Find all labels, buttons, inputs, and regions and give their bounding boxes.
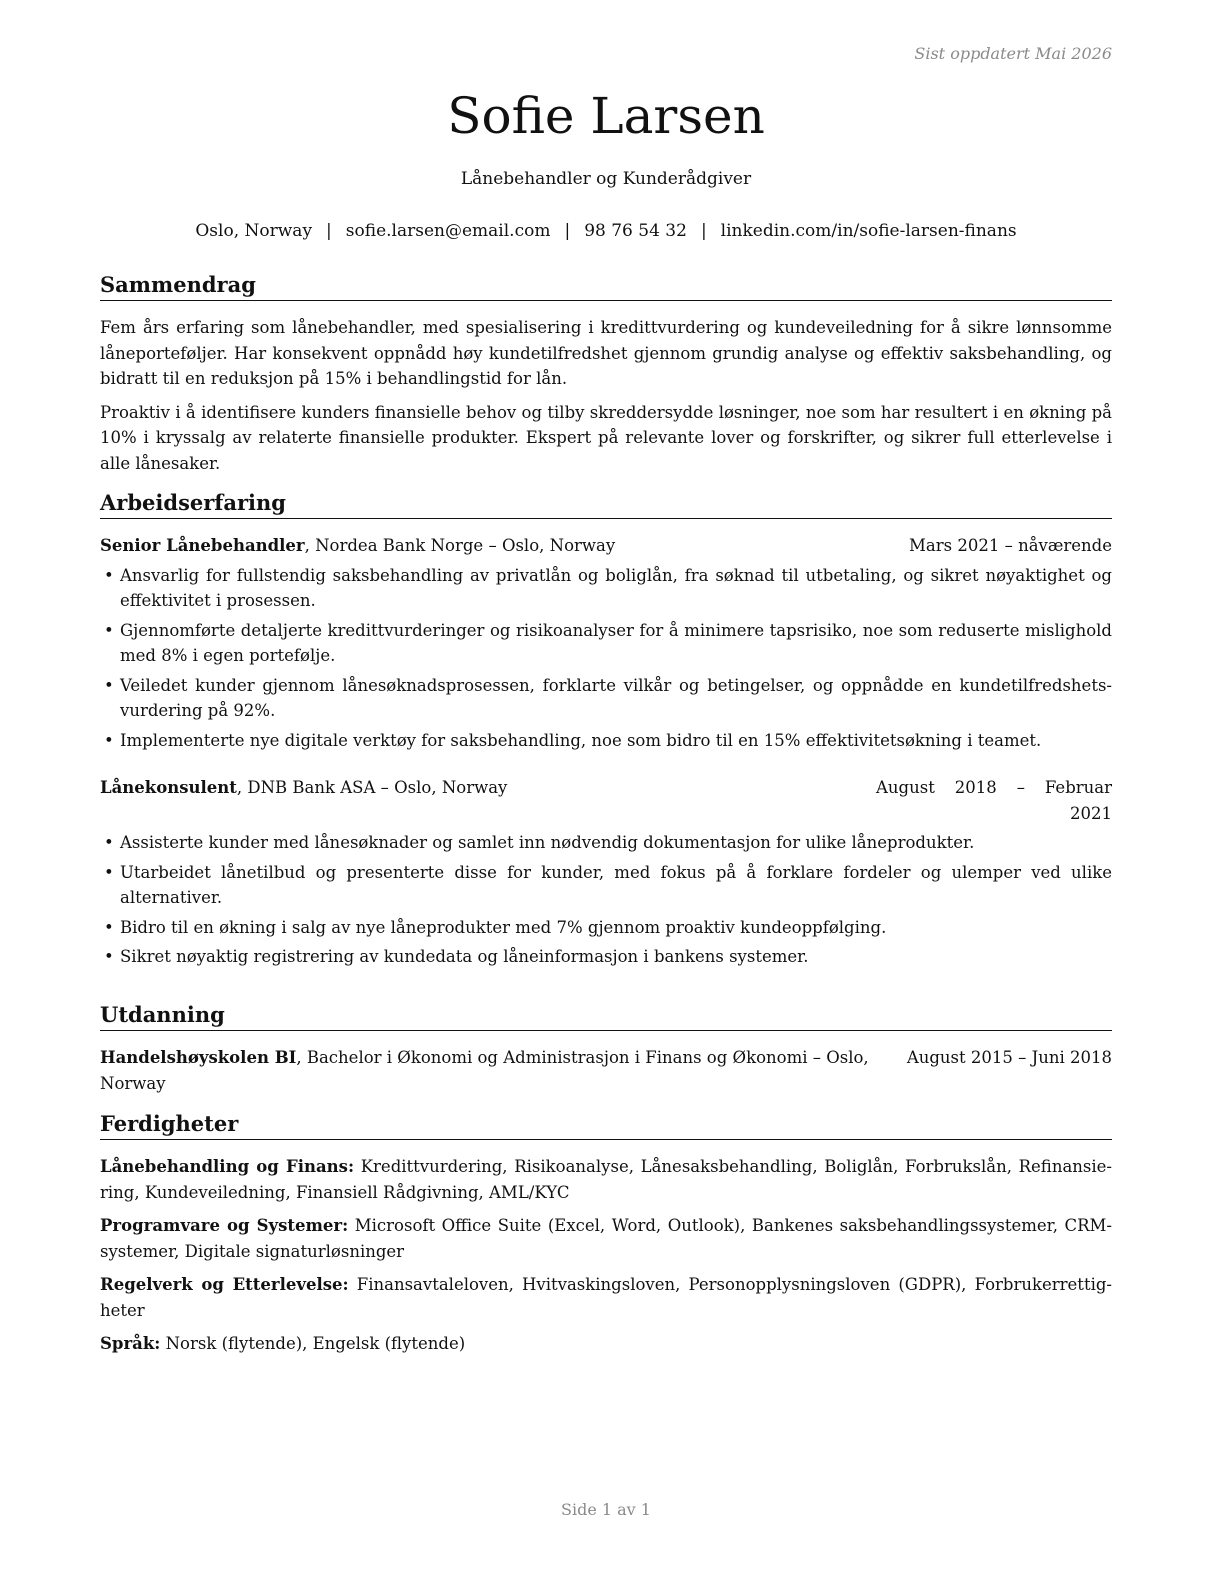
bullet-text: Ansvarlig for fullstendig saksbehandling av privatlån og boliglån, fra søknad til utbetaling, og sikret nøyaktighet og effektivitet i prosessen.	[120, 565, 1112, 610]
contact-separator: |	[564, 221, 571, 241]
job-entry	[100, 775, 1112, 970]
list-item: • Gjennomførte detaljerte kredittvurderinger og risikoanalyser for å minimere tapsrisiko, noe som reduserte mislighold med 8% i egen portefølje.	[104, 620, 1112, 665]
education-degree: , Bachelor i Økonomi og Administrasjon i Finans og Økonomi – Oslo, Norway	[100, 1048, 869, 1093]
education-title-line	[100, 1045, 907, 1096]
bullet-text: Utarbeidet lånetilbud og presenterte disse for kunder, med fokus på å forklare fordeler og ulemper ved ulike alternativer.	[120, 862, 1112, 907]
contact-linkedin[interactable]: linkedin.com/in/sofie-larsen-finans	[720, 221, 1017, 241]
job-bullets	[100, 563, 1112, 754]
bullet-text: Sikret nøyaktig registrering av kundedata og låneinformasjon i bankens systemer.	[120, 947, 809, 966]
skill-value: Kredittvurdering, Risikoanalyse, Lånesaksbehandling, Boliglån, Forbrukslån, Refinansiering, Kundeveiledning, Finansiell Rådgivning, AML/KYC	[100, 1157, 1112, 1202]
job-entry	[100, 533, 1112, 753]
job-dates: August 2018 – Februar 2021	[876, 778, 1112, 823]
skills-section	[100, 1109, 1112, 1365]
skill-label: Programvare og Systemer:	[100, 1216, 349, 1235]
job-role: Lånekonsulent	[100, 778, 237, 797]
section-heading: Sammendrag	[100, 270, 1112, 301]
skill-label: Regelverk og Etterlevelse:	[100, 1275, 349, 1294]
list-item: • Implementerte nye digitale verktøy for saksbehandling, noe som bidro til en 15% effektivitetsøkning i teamet.	[104, 730, 1042, 750]
contact-location: Oslo, Norway	[195, 221, 313, 241]
education-entry	[100, 1045, 1112, 1096]
list-item: • Ansvarlig for fullstendig saksbehandling av privatlån og boliglån, fra søknad til utbetaling, og sikret nøyaktighet og effektivitet i prosessen.	[104, 565, 1112, 610]
contact-phone[interactable]: 98 76 54 32	[584, 221, 687, 241]
skill-row	[100, 1331, 1112, 1357]
job-bullets	[100, 830, 1112, 970]
contact-separator: |	[700, 221, 707, 241]
job-title-line	[100, 775, 876, 801]
list-item: • Bidro til en økning i salg av nye låneprodukter med 7% gjennom proaktiv kundeoppfølging.	[104, 917, 887, 937]
summary-paragraph: Fem års erfaring som lånebehandler, med spesialisering i kredittvurdering og kundeveiledning for å sikre lønnsomme låneporteføljer. Har konsekvent oppnådd høy kundetilfredshet gjennom grundig analyse og effektiv saksbehandling, og bidratt til en reduksjon på 15% i behandlingstid for lån.	[100, 318, 1112, 388]
job-company: , Nordea Bank Norge – Oslo, Norway	[304, 536, 616, 555]
section-heading: Ferdigheter	[100, 1109, 1112, 1140]
list-item: • Veiledet kunder gjennom lånesøknadsprosessen, forklarte vilkår og betingelser, og oppnådde en kundetilfredshetsvurdering på 92%.	[104, 675, 1112, 720]
education-dates: August 2015 – Juni 2018	[906, 1048, 1112, 1067]
candidate-title: Lånebehandler og Kunderådgiver	[460, 169, 752, 189]
bullet-text: Gjennomførte detaljerte kredittvurderinger og risikoanalyser for å minimere tapsrisiko, noe som reduserte mislighold med 8% i egen portefølje.	[120, 620, 1112, 665]
job-role: Senior Lånebehandler	[100, 536, 305, 555]
contact-separator: |	[326, 221, 332, 241]
list-item: • Sikret nøyaktig registrering av kundedata og låneinformasjon i bankens systemer.	[104, 947, 809, 966]
skill-label: Lånebehandling og Finans:	[100, 1157, 355, 1176]
education-school: Handelshøyskolen BI	[100, 1048, 297, 1067]
contact-email[interactable]: sofie.larsen@email.com	[345, 221, 551, 241]
bullet-text: Veiledet kunder gjennom lånesøknadsprosessen, forklarte vilkår og betingelser, og oppnådde en kundetilfredshetsvurdering på 92%.	[120, 675, 1112, 720]
skill-row	[100, 1272, 1112, 1323]
skill-label: Språk:	[100, 1334, 161, 1353]
job-dates: Mars 2021 – nåværende	[909, 536, 1112, 555]
job-company: , DNB Bank ASA – Oslo, Norway	[236, 778, 508, 797]
summary-paragraph: Proaktiv i å identifisere kunders finansielle behov og tilby skreddersydde løsninger, noe som har resultert i en økning på 10% i kryssalg av relaterte finansielle produkter. Ekspert på relevante lover og forskrifter, og sikrer full etterlevelse i alle lånesaker.	[100, 402, 1112, 473]
bullet-text: Assisterte kunder med lånesøknader og samlet inn nødvendig dokumentasjon for ulike låneprodukter.	[120, 833, 975, 852]
bullet-text: Implementerte nye digitale verktøy for saksbehandling, noe som bidro til en 15% effektivitetsøkning i teamet.	[120, 730, 1042, 750]
skill-value: Microsoft Office Suite (Excel, Word, Outlook), Bankenes saksbehandlingssystemer, CRM-systemer, Digitale signaturløsninger	[100, 1216, 1112, 1261]
candidate-name: Sofie Larsen	[447, 87, 765, 145]
skill-row	[100, 1154, 1112, 1205]
last-updated: Sist oppdatert Mai 2026	[914, 44, 1112, 63]
job-header	[100, 775, 1112, 826]
page-number: Side 1 av 1	[561, 1500, 651, 1519]
contact-line	[100, 218, 1112, 244]
summary-section	[100, 270, 1112, 484]
experience-section	[100, 488, 1112, 974]
section-heading: Utdanning	[100, 1000, 1112, 1031]
bullet-text: Bidro til en økning i salg av nye låneprodukter med 7% gjennom proaktiv kundeoppfølging.	[120, 917, 887, 937]
section-heading: Arbeidserfaring	[100, 488, 1112, 519]
skill-value: Norsk (flytende), Engelsk (flytende)	[160, 1334, 466, 1353]
education-section	[100, 1000, 1112, 1096]
list-item: • Assisterte kunder med lånesøknader og samlet inn nødvendig dokumentasjon for ulike låneprodukter.	[104, 833, 975, 852]
job-title-line	[100, 533, 909, 559]
resume-page	[100, 0, 1112, 1584]
skill-row	[100, 1213, 1112, 1264]
job-header	[100, 533, 1112, 559]
skill-value: Finansavtaleloven, Hvitvaskingsloven, Personopplysningsloven (GDPR), Forbrukerrettigheter	[100, 1275, 1112, 1320]
list-item: • Utarbeidet lånetilbud og presenterte disse for kunder, med fokus på å forklare fordeler og ulemper ved ulike alternativer.	[104, 862, 1112, 907]
